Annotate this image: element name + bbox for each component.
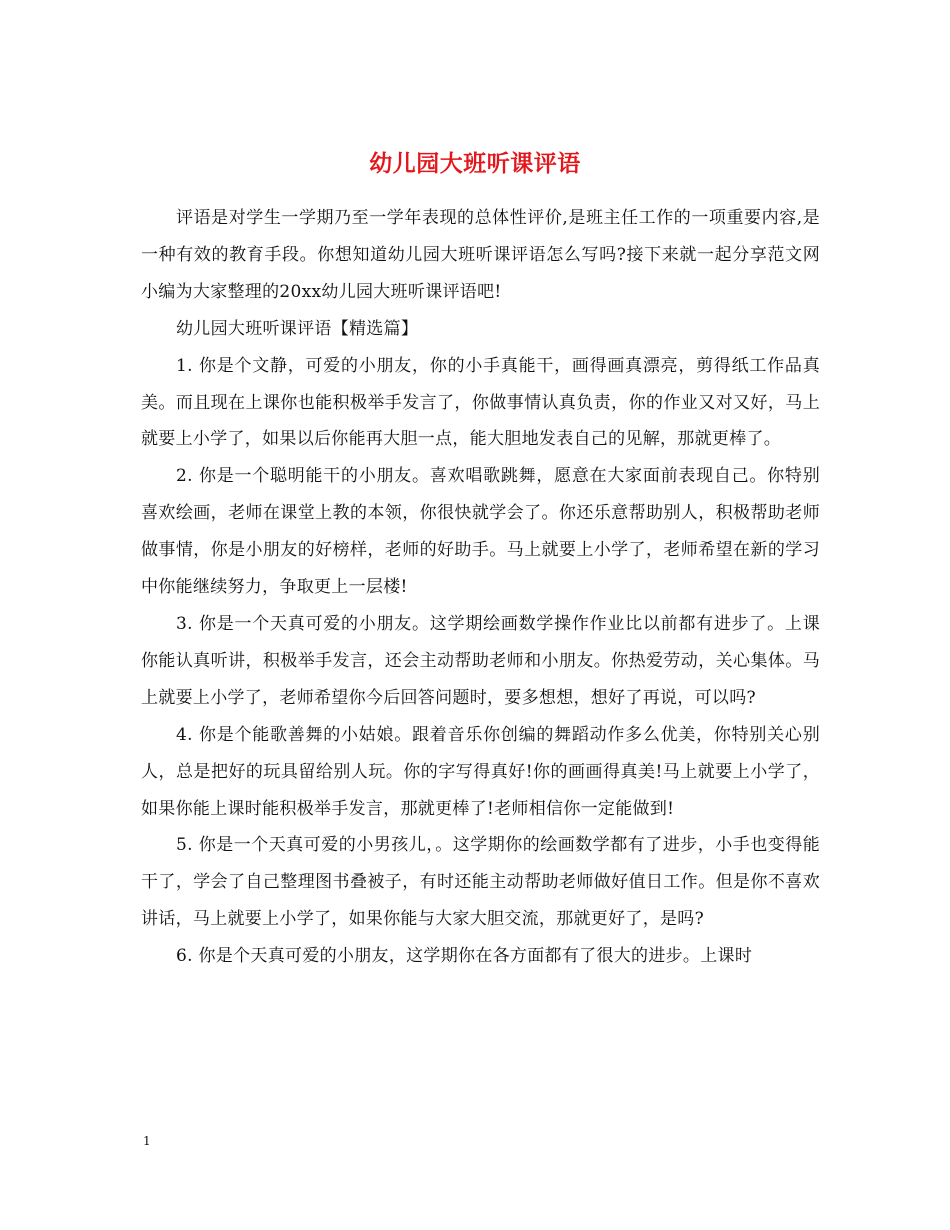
comment-paragraph-2: 2. 你是一个聪明能干的小朋友。喜欢唱歌跳舞，愿意在大家面前表现自己。你特别喜欢绘画，老师在课堂上教的本领，你很快就学会了。你还乐意帮助别人，积极帮助老师做事情，你是小朋友的好榜样，老师的好助手。马上就要上小学了，老师希望在新的学习中你能继续努力，争取更上一层楼! xyxy=(141,466,820,598)
document-title: 幼儿园大班听课评语 xyxy=(369,150,581,178)
comment-paragraph-3: 3. 你是一个天真可爱的小朋友。这学期绘画数学操作作业比以前都有进步了。上课你能认真听讲，积极举手发言，还会主动帮助老师和小朋友。你热爱劳动，关心集体。马上就要上小学了，老师希望你今后回答问题时，要多想想，想好了再说，可以吗? xyxy=(141,613,820,708)
comment-paragraph-6: 6. 你是个天真可爱的小朋友，这学期你在各方面都有了很大的进步。上课时 xyxy=(176,946,753,967)
page-number: 1 xyxy=(143,1134,151,1148)
comment-paragraph-4: 4. 你是个能歌善舞的小姑娘。跟着音乐你创编的舞蹈动作多么优美，你特别关心别人，总是把好的玩具留给别人玩。你的字写得真好!你的画画得真美!马上就要上小学了，如果你能上课时能积极举手发言，那就更棒了!老师相信你一定能做到! xyxy=(141,724,820,819)
comment-paragraph-5: 5. 你是一个天真可爱的小男孩儿，。这学期你的绘画数学都有了进步，小手也变得能干了，学会了自己整理图书叠被子，有时还能主动帮助老师做好值日工作。但是你不喜欢讲话，马上就要上小学了，如果你能与大家大胆交流，那就更好了，是吗? xyxy=(141,835,820,930)
section-heading: 幼儿园大班听课评语【精选篇】 xyxy=(176,318,419,339)
intro-paragraph: 评语是对学生一学期乃至一学年表现的总体性评价,是班主任工作的一项重要内容,是一种有效的教育手段。你想知道幼儿园大班听课评语怎么写吗?接下来就一起分享范文网小编为大家整理的20xx幼儿园大班听课评语吧! xyxy=(141,208,820,302)
document-body xyxy=(141,200,820,975)
comment-paragraph-1: 1. 你是个文静，可爱的小朋友，你的小手真能干，画得画真漂亮，剪得纸工作品真美。而且现在上课你也能积极举手发言了，你做事情认真负责，你的作业又对又好，马上就要上小学了，如果以后你能再大胆一点，能大胆地发表自己的见解，那就更棒了。 xyxy=(141,355,820,450)
